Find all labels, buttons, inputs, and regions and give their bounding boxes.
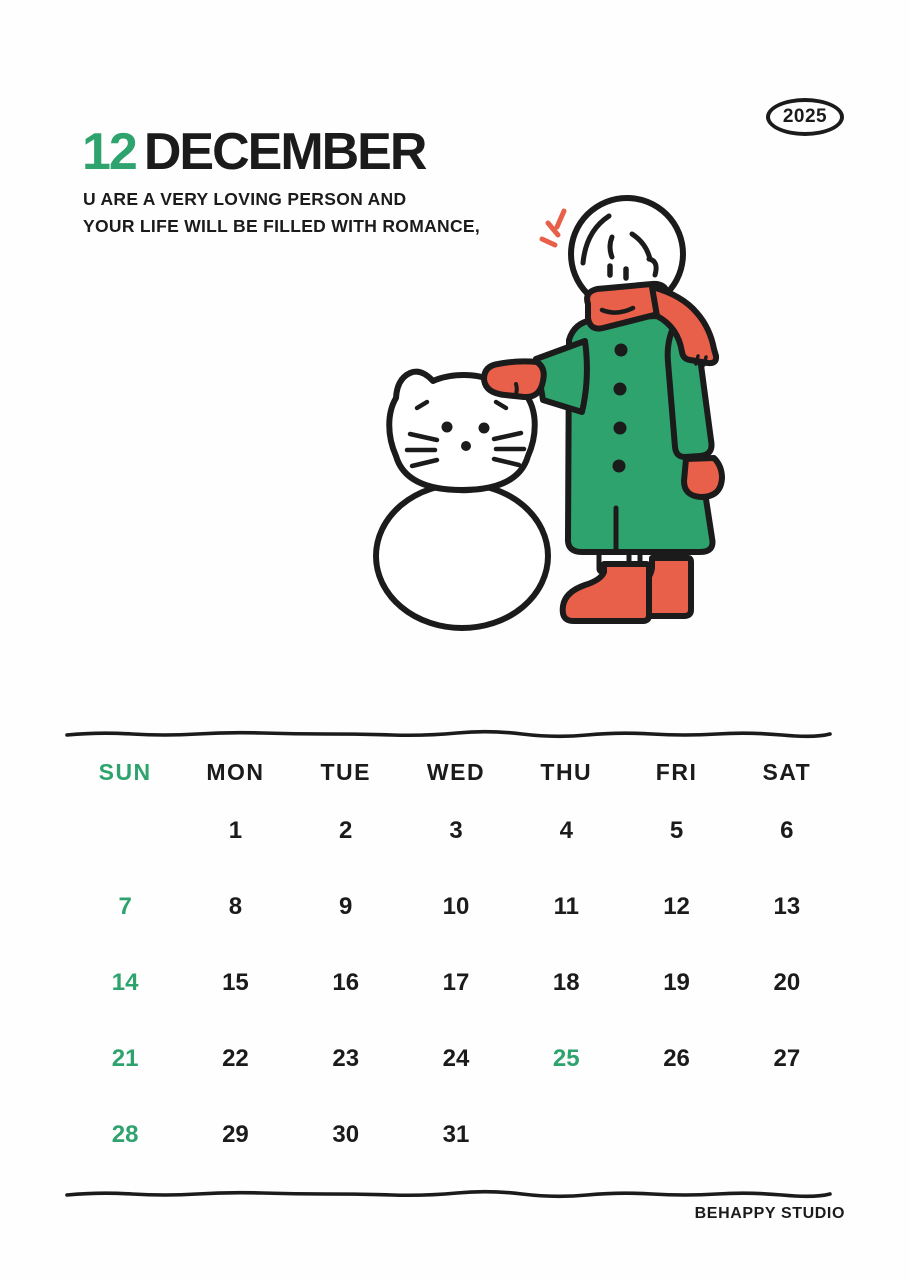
date-cell: 28 bbox=[111, 1121, 139, 1148]
date-cell: 19 bbox=[663, 969, 690, 996]
day-header: FRI bbox=[655, 758, 698, 785]
divider-bottom bbox=[65, 1189, 845, 1199]
day-header: THU bbox=[540, 758, 593, 785]
day-header: SAT bbox=[762, 758, 812, 785]
date-cell: 26 bbox=[663, 1045, 690, 1072]
date-cell: 24 bbox=[442, 1045, 470, 1072]
boot-front bbox=[563, 564, 649, 621]
cat-mouth bbox=[450, 489, 478, 491]
date-cell: 10 bbox=[442, 893, 470, 920]
month-number: 12 bbox=[82, 123, 136, 181]
date-cell bbox=[732, 1097, 842, 1173]
date-cell: 4 bbox=[559, 817, 573, 844]
date-cell: 3 bbox=[449, 817, 463, 844]
page-title bbox=[82, 122, 425, 182]
date-cell: 21 bbox=[111, 1045, 139, 1072]
date-cell: 25 bbox=[552, 1045, 580, 1072]
date-cell: 9 bbox=[339, 893, 353, 920]
calendar-grid bbox=[70, 733, 842, 1173]
snowman-body bbox=[376, 484, 548, 628]
mitten-left-thumb-crease bbox=[515, 384, 517, 396]
date-cell: 16 bbox=[332, 969, 360, 996]
date-cell: 15 bbox=[222, 969, 249, 996]
year-badge bbox=[766, 98, 844, 136]
subtitle-line2: YOUR LIFE WILL BE FILLED WITH ROMANCE, bbox=[83, 216, 481, 236]
day-header: SUN bbox=[98, 758, 152, 785]
cat-snowman bbox=[376, 372, 548, 628]
date-cell: 23 bbox=[332, 1045, 360, 1072]
date-cell: 11 bbox=[553, 893, 579, 920]
year-badge-label: 2025 bbox=[782, 106, 828, 127]
date-cell: 1 bbox=[228, 817, 243, 844]
date-cell bbox=[511, 1097, 621, 1173]
studio-credit: BEHAPPY STUDIO bbox=[694, 1205, 845, 1222]
date-cell: 17 bbox=[442, 969, 470, 996]
subtitle-line1: U ARE A VERY LOVING PERSON AND bbox=[83, 189, 407, 209]
date-cell: 14 bbox=[111, 969, 139, 996]
date-cell: 20 bbox=[773, 969, 801, 996]
mitten-left bbox=[484, 361, 544, 397]
date-cell: 5 bbox=[669, 817, 684, 844]
date-cell: 27 bbox=[773, 1045, 801, 1072]
day-header: TUE bbox=[320, 758, 371, 785]
date-cell: 6 bbox=[780, 817, 794, 844]
day-header: WED bbox=[426, 758, 486, 785]
month-name: DECEMBER bbox=[143, 123, 426, 181]
sparkle-icon bbox=[542, 211, 564, 245]
date-cell: 12 bbox=[663, 893, 690, 920]
date-cell: 29 bbox=[222, 1121, 249, 1148]
mitten-right bbox=[684, 458, 722, 497]
date-cell: 8 bbox=[228, 893, 243, 920]
date-cell: 30 bbox=[332, 1121, 360, 1148]
date-cell: 22 bbox=[222, 1045, 249, 1072]
date-cell: 7 bbox=[118, 893, 132, 920]
day-header: MON bbox=[206, 758, 265, 785]
illustration-snowman-and-person bbox=[360, 185, 745, 645]
date-cell: 18 bbox=[552, 969, 580, 996]
date-cell: 31 bbox=[442, 1121, 470, 1148]
date-cell: 2 bbox=[339, 817, 353, 844]
date-cell: 13 bbox=[773, 893, 801, 920]
date-cell bbox=[621, 1097, 731, 1173]
date-cell bbox=[70, 793, 180, 869]
